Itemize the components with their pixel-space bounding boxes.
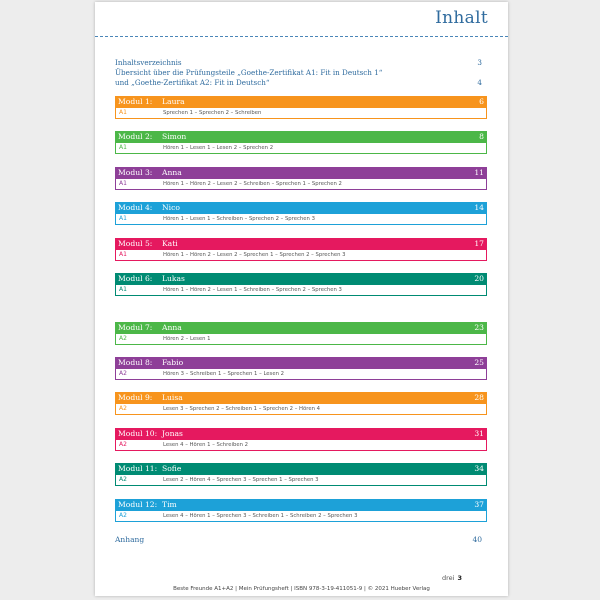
module-label: Modul 6: — [118, 274, 153, 283]
module-parts-row — [115, 369, 487, 380]
module-bar — [115, 463, 487, 475]
module-level: A2 — [119, 370, 127, 377]
module-label: Modul 1: — [118, 97, 153, 106]
module-page: 8 — [479, 132, 484, 141]
toc-entry-text: Übersicht über die Prüfungsteile „Goethe-Zertifikat A1: Fit in Deutsch 1“ — [115, 68, 383, 77]
module-parts: Hören 3 – Schreiben 1 – Sprechen 1 – Lesen 2 — [163, 371, 284, 377]
page-number-digit: 3 — [457, 574, 462, 582]
page-number-word: drei — [442, 574, 455, 582]
module-parts: Hören 1 – Lesen 1 – Schreiben – Sprechen 2 – Sprechen 3 — [163, 216, 315, 222]
module-level: A1 — [119, 251, 127, 258]
module-name: Anna — [162, 168, 182, 177]
page-number — [442, 574, 462, 582]
module-name: Simon — [162, 132, 187, 141]
title-divider — [95, 36, 508, 37]
module-bar — [115, 202, 487, 214]
module-entry — [115, 428, 487, 451]
module-entry — [115, 96, 487, 119]
module-entry — [115, 131, 487, 154]
module-bar — [115, 238, 487, 250]
module-parts: Lesen 4 – Hören 1 – Sprechen 3 – Schreiben 1 – Schreiben 2 – Sprechen 3 — [163, 513, 358, 519]
module-name: Lukas — [162, 274, 185, 283]
module-label: Modul 2: — [118, 132, 153, 141]
toc-entry-page: 3 — [477, 58, 482, 67]
anhang-label: Anhang — [115, 535, 145, 544]
module-label: Modul 3: — [118, 168, 153, 177]
module-parts-row — [115, 250, 487, 261]
toc-entry — [115, 58, 482, 67]
module-entry — [115, 273, 487, 296]
module-bar — [115, 322, 487, 334]
module-parts: Hören 1 – Hören 2 – Lesen 1 – Schreiben – Sprechen 2 – Sprechen 3 — [163, 287, 342, 293]
module-entry — [115, 463, 487, 486]
module-parts-row — [115, 108, 487, 119]
module-parts: Hören 1 – Hören 2 – Lesen 2 – Schreiben – Sprechen 1 – Sprechen 2 — [163, 181, 342, 187]
module-name: Fabio — [162, 358, 184, 367]
module-level: A1 — [119, 109, 127, 116]
module-label: Modul 12: — [118, 500, 158, 509]
module-entry — [115, 322, 487, 345]
module-parts-row — [115, 214, 487, 225]
footer: Beste Freunde A1+A2 | Mein Prüfungsheft | ISBN 978-3-19-411051-9 | © 2021 Hueber Verlag — [173, 586, 430, 592]
toc-entry — [115, 78, 482, 87]
module-parts-row — [115, 475, 487, 486]
anhang-entry — [115, 535, 482, 544]
module-entry — [115, 499, 487, 522]
module-name: Tim — [162, 500, 177, 509]
module-parts-row — [115, 143, 487, 154]
module-parts-row — [115, 404, 487, 415]
module-bar — [115, 167, 487, 179]
module-name: Luisa — [162, 393, 183, 402]
module-bar — [115, 96, 487, 108]
module-page: 37 — [474, 500, 484, 509]
module-page: 17 — [474, 239, 484, 248]
module-level: A1 — [119, 286, 127, 293]
module-page: 31 — [474, 429, 484, 438]
toc-entry — [115, 68, 482, 77]
module-page: 34 — [474, 464, 484, 473]
module-level: A2 — [119, 512, 127, 519]
module-level: A2 — [119, 476, 127, 483]
module-page: 28 — [474, 393, 484, 402]
module-name: Nico — [162, 203, 180, 212]
module-level: A1 — [119, 215, 127, 222]
module-parts-row — [115, 334, 487, 345]
module-entry — [115, 357, 487, 380]
module-bar — [115, 499, 487, 511]
module-parts: Lesen 4 – Hören 1 – Schreiben 2 — [163, 442, 248, 448]
anhang-page: 40 — [472, 535, 482, 544]
module-parts: Sprechen 1 – Sprechen 2 – Schreiben — [163, 110, 262, 116]
module-parts-row — [115, 285, 487, 296]
module-label: Modul 4: — [118, 203, 153, 212]
module-parts-row — [115, 440, 487, 451]
module-bar — [115, 273, 487, 285]
module-level: A2 — [119, 335, 127, 342]
module-label: Modul 7: — [118, 323, 153, 332]
module-entry — [115, 167, 487, 190]
module-entry — [115, 392, 487, 415]
document-page — [95, 2, 508, 596]
module-page: 20 — [474, 274, 484, 283]
module-parts: Hören 2 – Lesen 1 — [163, 336, 211, 342]
module-entry — [115, 238, 487, 261]
module-name: Laura — [162, 97, 185, 106]
module-parts-row — [115, 511, 487, 522]
module-label: Modul 8: — [118, 358, 153, 367]
module-page: 14 — [474, 203, 484, 212]
module-label: Modul 5: — [118, 239, 153, 248]
module-parts: Hören 1 – Lesen 1 – Lesen 2 – Sprechen 2 — [163, 145, 274, 151]
module-page: 6 — [479, 97, 484, 106]
toc-entry-page: 4 — [477, 78, 482, 87]
module-page: 23 — [474, 323, 484, 332]
toc-entry-text: und „Goethe-Zertifikat A2: Fit in Deutsch“ — [115, 78, 270, 87]
module-level: A2 — [119, 405, 127, 412]
module-page: 11 — [474, 168, 484, 177]
module-name: Jonas — [162, 429, 183, 438]
module-label: Modul 9: — [118, 393, 153, 402]
module-parts-row — [115, 179, 487, 190]
module-label: Modul 11: — [118, 464, 158, 473]
page-title: Inhalt — [435, 8, 488, 28]
module-label: Modul 10: — [118, 429, 158, 438]
module-name: Kati — [162, 239, 178, 248]
module-entry — [115, 202, 487, 225]
module-level: A1 — [119, 180, 127, 187]
module-page: 25 — [474, 358, 484, 367]
toc-entry-text: Inhaltsverzeichnis — [115, 58, 182, 67]
module-bar — [115, 428, 487, 440]
module-bar — [115, 357, 487, 369]
module-bar — [115, 131, 487, 143]
module-level: A1 — [119, 144, 127, 151]
module-bar — [115, 392, 487, 404]
module-parts: Lesen 3 – Sprechen 2 – Schreiben 1 – Sprechen 2 – Hören 4 — [163, 406, 320, 412]
module-level: A2 — [119, 441, 127, 448]
module-name: Sofie — [162, 464, 182, 473]
module-parts: Hören 1 – Hören 2 – Lesen 2 – Sprechen 1 – Sprechen 2 – Sprechen 3 — [163, 252, 346, 258]
module-name: Anna — [162, 323, 182, 332]
module-parts: Lesen 2 – Hören 4 – Sprechen 3 – Sprechen 1 – Sprechen 3 — [163, 477, 319, 483]
